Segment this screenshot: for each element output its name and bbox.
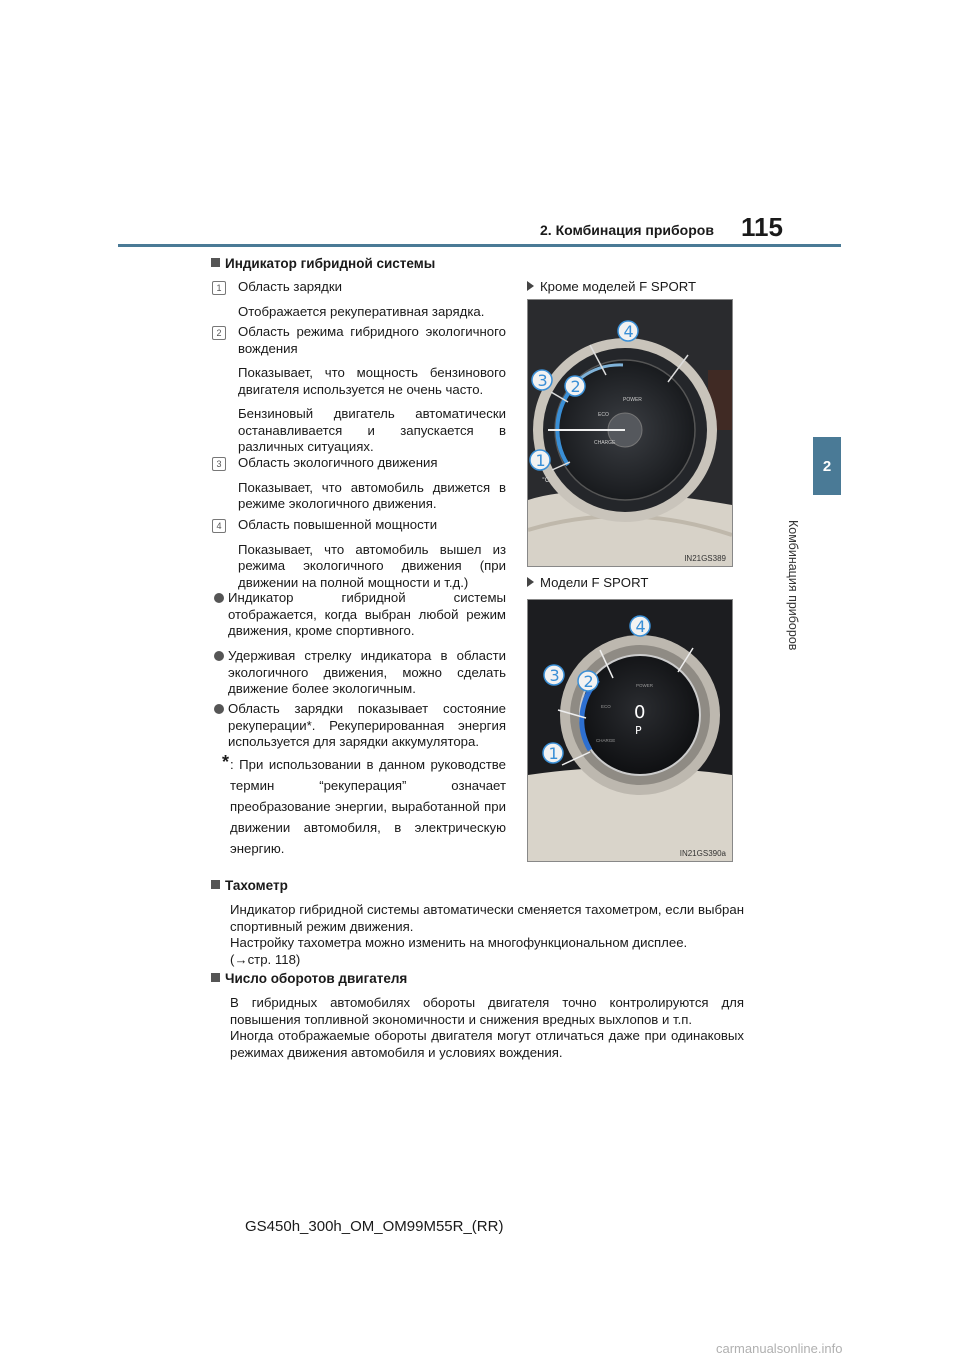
footnote: * : При использовании в данном руководстве термин “рекуперация” означает преобразование энергии, выработанной при движении автомобиля, в электрическую энергию. (222, 752, 506, 856)
dial-label-power: POWER (636, 683, 654, 688)
callout-4 (618, 321, 638, 341)
header-rule (118, 244, 841, 247)
callout-number-icon: 4 (212, 519, 226, 533)
figure-gauge-fsport (527, 599, 733, 862)
svg-text:2: 2 (570, 377, 581, 396)
triangle-bullet-icon (527, 577, 534, 587)
dial-label-power: POWER (623, 397, 642, 403)
dial-label-charge: CHARGE (596, 738, 616, 743)
bullet-dot-icon (214, 651, 224, 661)
figure-code: IN21GS389 (684, 554, 726, 563)
speed-value: 0 (634, 702, 646, 723)
callout-number-icon: 3 (212, 457, 226, 471)
callout-2 (578, 671, 598, 691)
rpm-text: В гибридных автомобилях обороты двигателя точно контролируются для повышения топливной экономичности и снижения вредных выхлопов и т.п. Иногда отображаемые обороты двигателя могут отличаться даже при одинаковых режимах движения автомобиля и условиях вождения. (230, 995, 744, 1060)
figure-gauge-standard (527, 299, 733, 567)
footer-code: GS450h_300h_OM_OM99M55R_(RR) (245, 1218, 504, 1235)
triangle-bullet-icon (527, 281, 534, 291)
bullet-dot-icon (214, 593, 224, 603)
dial-label-eco: ECO (601, 704, 611, 709)
list-item: 4 Область повышенной мощности Показывает, что автомобиль вышел из режима экологичного движения (при движении на полной мощности и т.д.) (214, 517, 506, 591)
square-bullet-icon (211, 973, 220, 982)
callout-3 (532, 370, 552, 390)
callout-number-icon: 2 (212, 326, 226, 340)
svg-text:1: 1 (548, 744, 559, 763)
bullet-item: Область зарядки показывает состояние рекуперации*. Рекуперированная энергия используется для зарядки аккумулятора. (214, 701, 506, 751)
page-number: 115 (741, 212, 783, 242)
tacho-heading: Тахометр (211, 878, 288, 893)
square-bullet-icon (211, 880, 220, 889)
bullet-item: Удерживая стрелку индикатора в области экологичного движения, можно сделать движение более экологичным. (214, 648, 506, 698)
callout-3 (544, 665, 564, 685)
svg-text:3: 3 (549, 666, 560, 685)
figure-code: IN21GS390a (679, 849, 726, 858)
temperature-unit: °C (542, 477, 550, 484)
svg-text:3: 3 (537, 371, 548, 390)
bullet-dot-icon (214, 704, 224, 714)
rpm-heading: Число оборотов двигателя (211, 971, 407, 986)
callout-4 (630, 616, 650, 636)
callout-1 (543, 743, 563, 763)
bullet-item: Индикатор гибридной системы отображается, когда выбран любой режим движения, кроме спортивного. (214, 590, 506, 640)
watermark: carmanualsonline.info (716, 1341, 843, 1356)
list-item: 1 Область зарядки Отображается рекуперативная зарядка. (214, 279, 506, 320)
callout-2 (565, 376, 585, 396)
square-bullet-icon (211, 258, 220, 267)
gauge-illustration (528, 300, 732, 566)
gear-indicator: P (635, 724, 642, 737)
svg-text:2: 2 (583, 672, 594, 691)
callout-number-icon: 1 (212, 281, 226, 295)
svg-text:4: 4 (635, 617, 646, 636)
list-item: 3 Область экологичного движения Показывает, что автомобиль движется в режиме экологичного движения. (214, 455, 506, 513)
list-item: 2 Область режима гибридного экологичного вождения Показывает, что мощность бензинового двигателя используется не очень часто. Бензиновый двигатель автоматически останавливается и запускается в различных ситуациях. (214, 324, 506, 456)
hybrid-heading: Индикатор гибридной системы (211, 256, 435, 271)
tacho-text: Индикатор гибридной системы автоматически сменяется тахометром, если выбран спортивный режим движения. Настройку тахометра можно изменить на многофункциональном дисплее. (→стр. 118) (230, 902, 744, 967)
dial-label-eco: ECO (598, 412, 609, 418)
figure-caption: Модели F SPORT (527, 575, 648, 592)
svg-text:1: 1 (535, 451, 546, 470)
svg-text:4: 4 (623, 322, 634, 341)
section-title: 2. Комбинация приборов (540, 222, 714, 238)
callout-1 (530, 450, 550, 470)
figure-caption: Кроме моделей F SPORT (527, 279, 696, 296)
chapter-label: Комбинация приборов (786, 520, 800, 651)
chapter-tab[interactable]: 2 (813, 437, 841, 495)
gauge-illustration (528, 600, 732, 861)
dial-label-charge: CHARGE (594, 440, 616, 446)
